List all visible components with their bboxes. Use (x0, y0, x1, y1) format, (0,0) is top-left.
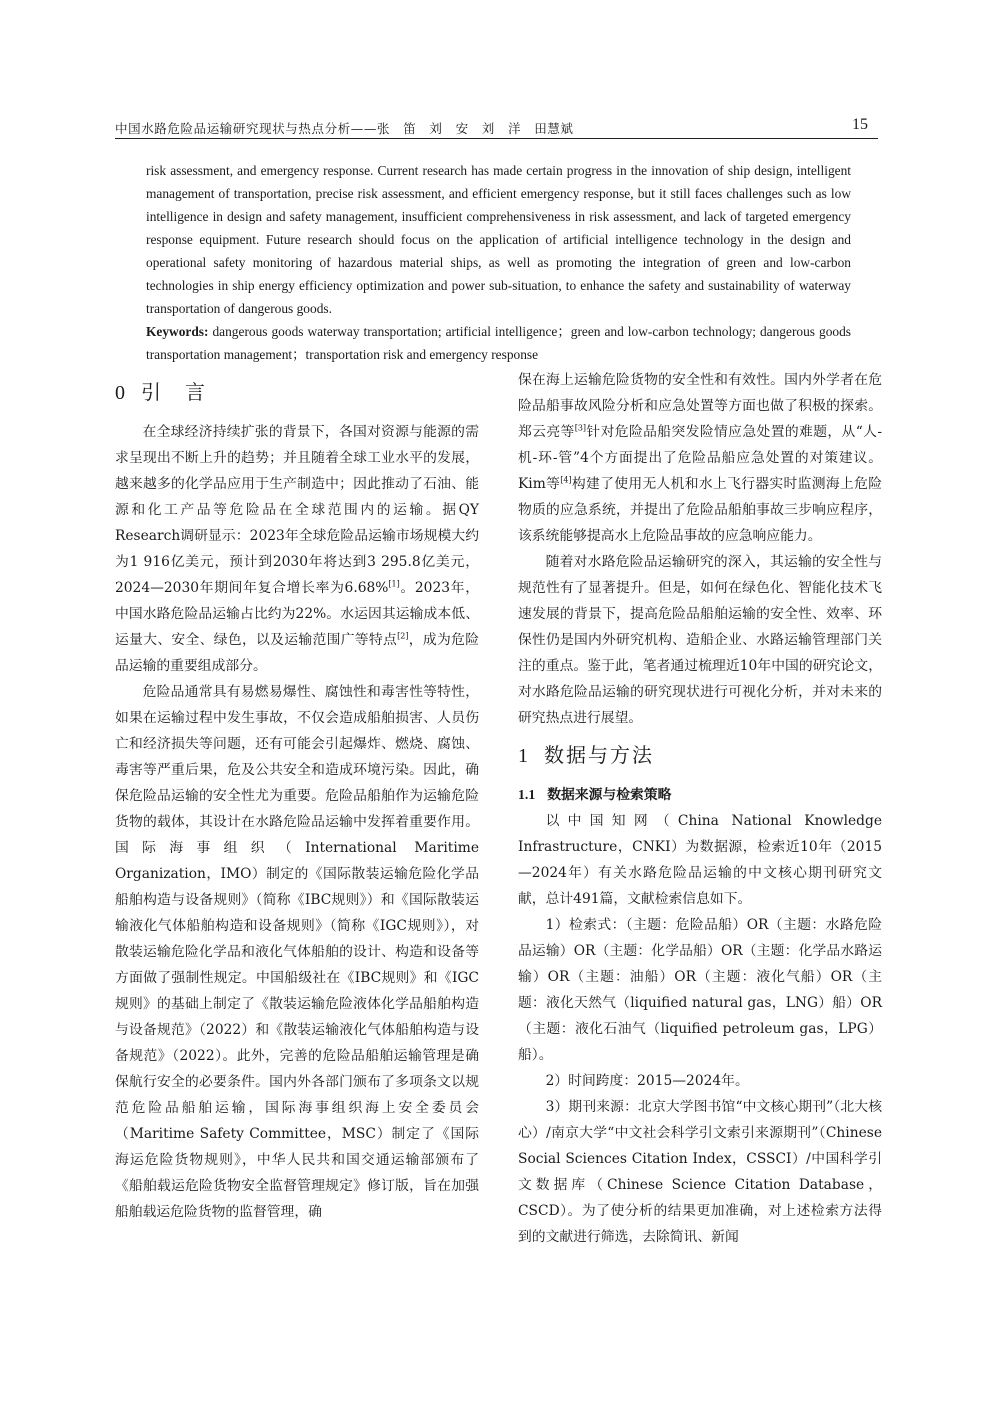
method-paragraph-1: 以中国知网（China National Knowledge Infrastructure，CNKI）为数据源，检索近10年（2015—2024年）有关水路危险品运输的中文核心期刊研究文献，总计491篇，文献检索信息如下。 (518, 813, 882, 907)
english-abstract (146, 159, 851, 366)
section-1-number: 1 (518, 745, 530, 767)
method-paragraph-4: 3）期刊来源：北京大学图书馆“中文核心期刊”（北大核心）/南京大学“中文社会科学引文索引来源期刊”（Chinese Social Sciences Citation Index，CSSCI）/中国科学引文数据库（Chinese Science Citation Database，CSCD）。为了使分析的结果更加准确，对上述检索方法得到的文献进行筛选，去除简讯、新闻 (518, 1099, 882, 1245)
citation-4: [4] (560, 475, 572, 485)
keywords-label: Keywords: (146, 324, 209, 339)
citation-2: [2] (397, 631, 409, 641)
intro-p3-text-a: 保在海上运输危险货物的安全性和有效性。国内外学者在危险品船事故风险分析和应急处置等方面也做了积极的探索。郑云亮等 (518, 372, 882, 440)
keywords-line (146, 320, 851, 366)
intro-paragraph-3 (518, 367, 882, 549)
intro-p3-text-c: 构建了使用无人机和水上飞行器实时监测海上危险物质的应急系统，并提出了危险品船舶事故三步响应程序，该系统能够提高水上危险品事故的应急响应能力。 (518, 476, 882, 544)
subsection-1-1-heading (518, 782, 882, 808)
keywords-text: dangerous goods waterway transportation; artificial intelligence；green and low-carbon technology; dangerous goods transportation management；transportation risk and emergency response (146, 324, 851, 362)
method-paragraph-3: 2）时间跨度：2015—2024年。 (545, 1073, 749, 1089)
abstract-body: risk assessment, and emergency response. Current research has made certain progress in the innovation of ship design, intelligent management of transportation, precise risk assessment, and efficient emergency response, but it still faces challenges such as low intelligence in design and safety management, insufficient comprehensiveness in risk assessment, and lack of targeted emergency response equipment. Future research should focus on the application of artificial intelligence technology in the design and operational safety monitoring of hazardous material ships, as well as promoting the integration of green and low-carbon technologies in ship energy efficiency optimization and power sub-situation, to enhance the safety and sustainability of waterway transportation of dangerous goods. (146, 163, 851, 316)
section-1-heading (518, 741, 882, 770)
method-paragraph-2: 1）检索式：（主题：危险品船）OR（主题：水路危险品运输）OR（主题：化学品船）OR（主题：化学品水路运输）OR（主题：油船）OR（主题：液化气船）OR（主题：液化天然气（liquified natural gas，LNG）船）OR（主题：液化石油气（liquified petroleum gas，LPG）船）。 (518, 917, 882, 1063)
section-0-number: 0 (115, 382, 127, 404)
subsection-1-1-number: 1.1 (518, 787, 536, 802)
subsection-1-1-title: 数据来源与检索策略 (547, 787, 672, 803)
left-column (115, 378, 479, 1225)
section-0-title: 引 言 (141, 380, 207, 404)
citation-1: [1] (388, 579, 400, 589)
intro-paragraph-2: 危险品通常具有易燃易爆性、腐蚀性和毒害性等特性，如果在运输过程中发生事故，不仅会造成船舶损害、人员伤亡和经济损失等问题，还有可能会引起爆炸、燃烧、腐蚀、毒害等严重后果，危及公共安全和造成环境污染。因此，确保危险品运输的安全性尤为重要。危险品船舶作为运输危险货物的载体，其设计在水路危险品运输中发挥着重要作用。国际海事组织（International Maritime Organization，IMO）制定的《国际散装运输危险化学品船舶构造与设备规则》（简称《IBC规则》）和《国际散装运输液化气体船舶构造和设备规则》（简称《IGC规则》），对散装运输危险化学品和液化气体船舶的设计、构造和设备等方面做了强制性规定。中国船级社在《IBC规则》和《IGC规则》的基础上制定了《散装运输危险液体化学品船舶构造与设备规范》（2022）和《散装运输液化气体船舶构造与设备规范》（2022）。此外，完善的危险品船舶运输管理是确保航行安全的必要条件。国内外各部门颁布了多项条文以规范危险品船舶运输，国际海事组织海上安全委员会（Maritime Safety Committee，MSC）制定了《国际海运危险货物规则》，中华人民共和国交通运输部颁布了《船舶载运危险货物安全监督管理规定》修订版，旨在加强船舶载运危险货物的监督管理，确 (115, 684, 479, 1220)
citation-3: [3] (574, 423, 587, 433)
running-title: 中国水路危险品运输研究现状与热点分析——张 笛 刘 安 刘 洋 田慧斌 (115, 121, 574, 136)
section-1-title: 数据与方法 (544, 743, 654, 767)
right-column (518, 367, 882, 1250)
intro-p3-text-b: 针对危险品船突发险情应急处置的难题，从“人-机-环-管”4个方面提出了危险品船应急处置的对策建议。Kim等 (518, 424, 883, 492)
section-0-heading (115, 378, 479, 407)
intro-paragraph-1 (115, 419, 479, 679)
intro-p1-text-a: 在全球经济持续扩张的背景下，各国对资源与能源的需求呈现出不断上升的趋势；并且随着全球工业水平的发展，越来越多的化学品应用于生产制造中；因此推动了石油、能源和化工产品等危险品在全球范围内的运输。据QY Research调研显示：2023年全球危险品运输市场规模大约为1 916亿美元，预计到2030年将达到3 295.8亿美元，2024—2030年期间年复合增长率为6.68% (115, 424, 479, 596)
intro-p1-text-c: ，成为危险品运输的重要组成部分。 (115, 632, 479, 674)
intro-paragraph-4: 随着对水路危险品运输研究的深入，其运输的安全性与规范性有了显著提升。但是，如何在绿色化、智能化技术飞速发展的背景下，提高危险品船舶运输的安全性、效率、环保性仍是国内外研究机构、造船企业、水路运输管理部门关注的重点。鉴于此，笔者通过梳理近10年中国的研究论文，对水路危险品运输的研究现状进行可视化分析，并对未来的研究热点进行展望。 (518, 554, 882, 726)
intro-p1-text-b: 。2023年，中国水路危险品运输占比约为22%。水运因其运输成本低、运量大、安全、绿色，以及运输范围广等特点 (115, 580, 479, 648)
page-number: 15 (852, 116, 868, 133)
running-header (115, 116, 878, 139)
